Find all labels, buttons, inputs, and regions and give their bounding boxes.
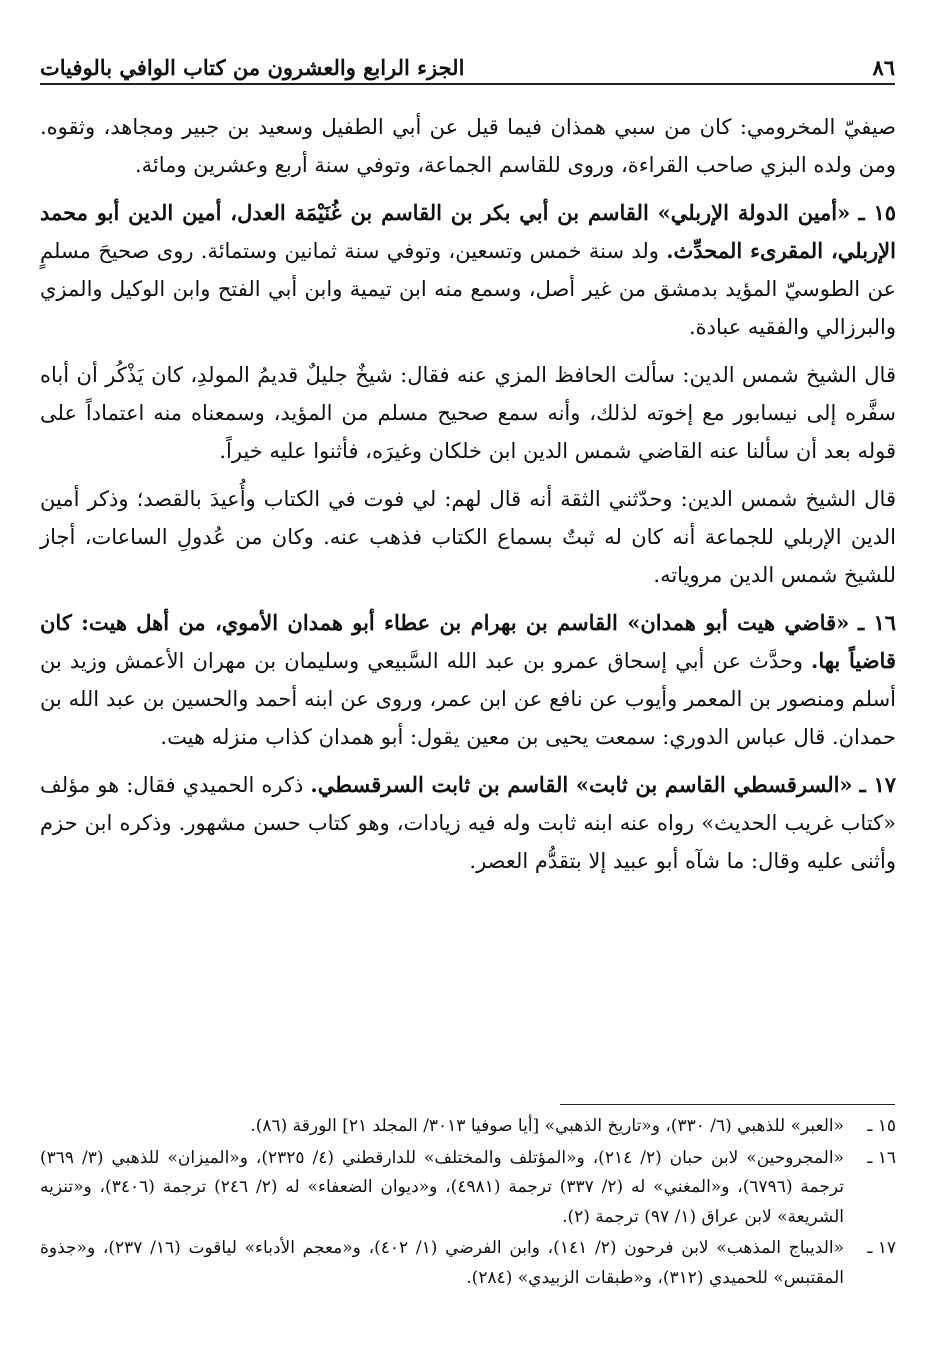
footnote-number: ١٧ ـ bbox=[867, 1238, 896, 1258]
footnote-number: ١٥ ـ bbox=[867, 1116, 896, 1136]
paragraph bbox=[40, 356, 896, 471]
paragraph-text: صيفيّ المخرومي: كان من سبي همذان فيما قيل عن أبي الطفيل وسعيد بن جبير ومجاهد، وثقوه. ومن ولده البزي صاحب القراءة، وروى للقاسم الجماعة، وتوفي سنة أربع وعشرين ومائة. bbox=[40, 115, 896, 178]
footnote-text: «المجروحين» لابن حبان (٢/ ٢١٤)، و«المؤتلف والمختلف» للدارقطني (٤/ ٢٣٢٥)، و«الميزان» للذهبي (٣/ ٣٦٩) ترجمة (٦٧٩٦)، و«المغني» له (٢/ ٣٣٧) ترجمة (٤٩٨١)، و«ديوان الضعفاء» له (٢/ ٢٤٦) ترجمة (٣٤٠٦)، و«تنزيه الشريعة» لابن عراق (١/ ٩٧) ترجمة (٢). bbox=[40, 1147, 844, 1227]
entry-heading: «قاضي هيت أبو همدان» القاسم بن بهرام بن عطاء أبو همدان الأموي، من أهل هيت: كان قاضياً بها. bbox=[40, 609, 896, 673]
main-text bbox=[40, 108, 896, 881]
entry-text: وحدَّث عن أبي إسحاق عمرو بن عبد الله السَّبيعي وسليمان بن مهران الأعمش وزيد بن أسلم ومنصور بن المعمر وأيوب عن نافع عن ابن عمر، وروى عن ابنه أحمد والحسين بن عبد الله بن حمدان. قال عباس الدوري: سمعت يحيى بن معين يقول: أبو همدان كذاب منزله هيت. bbox=[40, 648, 896, 750]
header-divider bbox=[40, 83, 895, 85]
entry-text: ولد سنة خمس وتسعين، وتوفي سنة ثمانين وستمائة. روى صحيحَ مسلمٍ عن الطوسيّ المؤيد بدمشق من غير أصل، وسمع منه ابن تيمية وابن أبي الفتح وابن الوكيل والمزي والبرزالي والفقيه عبادة. bbox=[40, 238, 896, 340]
paragraph bbox=[40, 480, 896, 595]
entry-17 bbox=[40, 766, 896, 881]
entry-number: ١٧ ـ bbox=[859, 771, 896, 797]
footnote-17 bbox=[40, 1234, 896, 1293]
footnote-16 bbox=[40, 1144, 896, 1233]
page-number: ٨٦ bbox=[872, 55, 895, 80]
running-title: الجزء الرابع والعشرون من كتاب الوافي بالوفيات bbox=[40, 55, 465, 80]
footnote-number: ١٦ ـ bbox=[867, 1147, 896, 1168]
paragraph-text: قال الشيخ شمس الدين: سألت الحافظ المزي عنه فقال: شيخٌ جليلٌ قديمُ المولدِ، كان يَذْكُر أن أباه سفَّره إلى نيسابور مع إخوته لذلك، وأنه سمع صحيح مسلم من المؤيد، وسمعناه منه اعتماداً على قوله بعد أن سألنا عنه القاضي شمس الدين ابن خلكان وغيرَه، فأثنوا عليه خيراً. bbox=[40, 362, 896, 464]
entry-heading: «السرقسطي القاسم بن ثابت» القاسم بن ثابت السرقسطي. bbox=[310, 771, 853, 797]
entry-16 bbox=[40, 604, 896, 757]
paragraph bbox=[40, 108, 896, 185]
entry-number: ١٥ ـ bbox=[858, 199, 896, 225]
entry-number: ١٦ ـ bbox=[857, 609, 896, 635]
page-header bbox=[40, 44, 895, 80]
footnote-text: «الديباج المذهب» لابن فرحون (٢/ ١٤١)، وابن الفرضي (١/ ٤٠٢)، و«معجم الأدباء» لياقوت (١٦/ ٢٣٧)، و«جذوة المقتبس» للحميدي (٣١٢)، و«طبقات الزبيدي» (٢٨٤). bbox=[40, 1238, 844, 1288]
footnotes bbox=[40, 1112, 896, 1295]
entry-heading: «أمين الدولة الإربلي» القاسم بن أبي بكر بن القاسم بن غُنَيْمَة العدل، أمين الدين أبو محمد الإربلي، المقرىء المحدِّث. bbox=[40, 199, 896, 263]
entry-15 bbox=[40, 194, 896, 347]
entry-text: ذكره الحميدي فقال: هو مؤلف «كتاب غريب الحديث» رواه عنه ابنه ثابت وله فيه زيادات، وهو كتاب حسن مشهور. وذكره ابن حزم وأثنى عليه وقال: ما شآه أبو عبيد إلا بتقدُّم العصر. bbox=[40, 772, 896, 874]
paragraph-text: قال الشيخ شمس الدين: وحدّثني الثقة أنه قال لهم: لي فوت في الكتاب وأُعيدَ بالقصد؛ وذكر أمين الدين الإربلي للجماعة أنه كان له ثبتٌ بسماع الكتاب فذهب عنه. وكان من عُدولِ الساعات، أجاز للشيخ شمس الدين مروياته. bbox=[40, 486, 896, 588]
footnote-15 bbox=[40, 1112, 896, 1142]
footnote-divider bbox=[560, 1104, 895, 1105]
footnote-text: «العبر» للذهبي (٦/ ٣٣٠)، و«تاريخ الذهبي» [أيا صوفيا ٣٠١٣/ المجلد ٢١] الورقة (٨٦). bbox=[250, 1116, 844, 1136]
